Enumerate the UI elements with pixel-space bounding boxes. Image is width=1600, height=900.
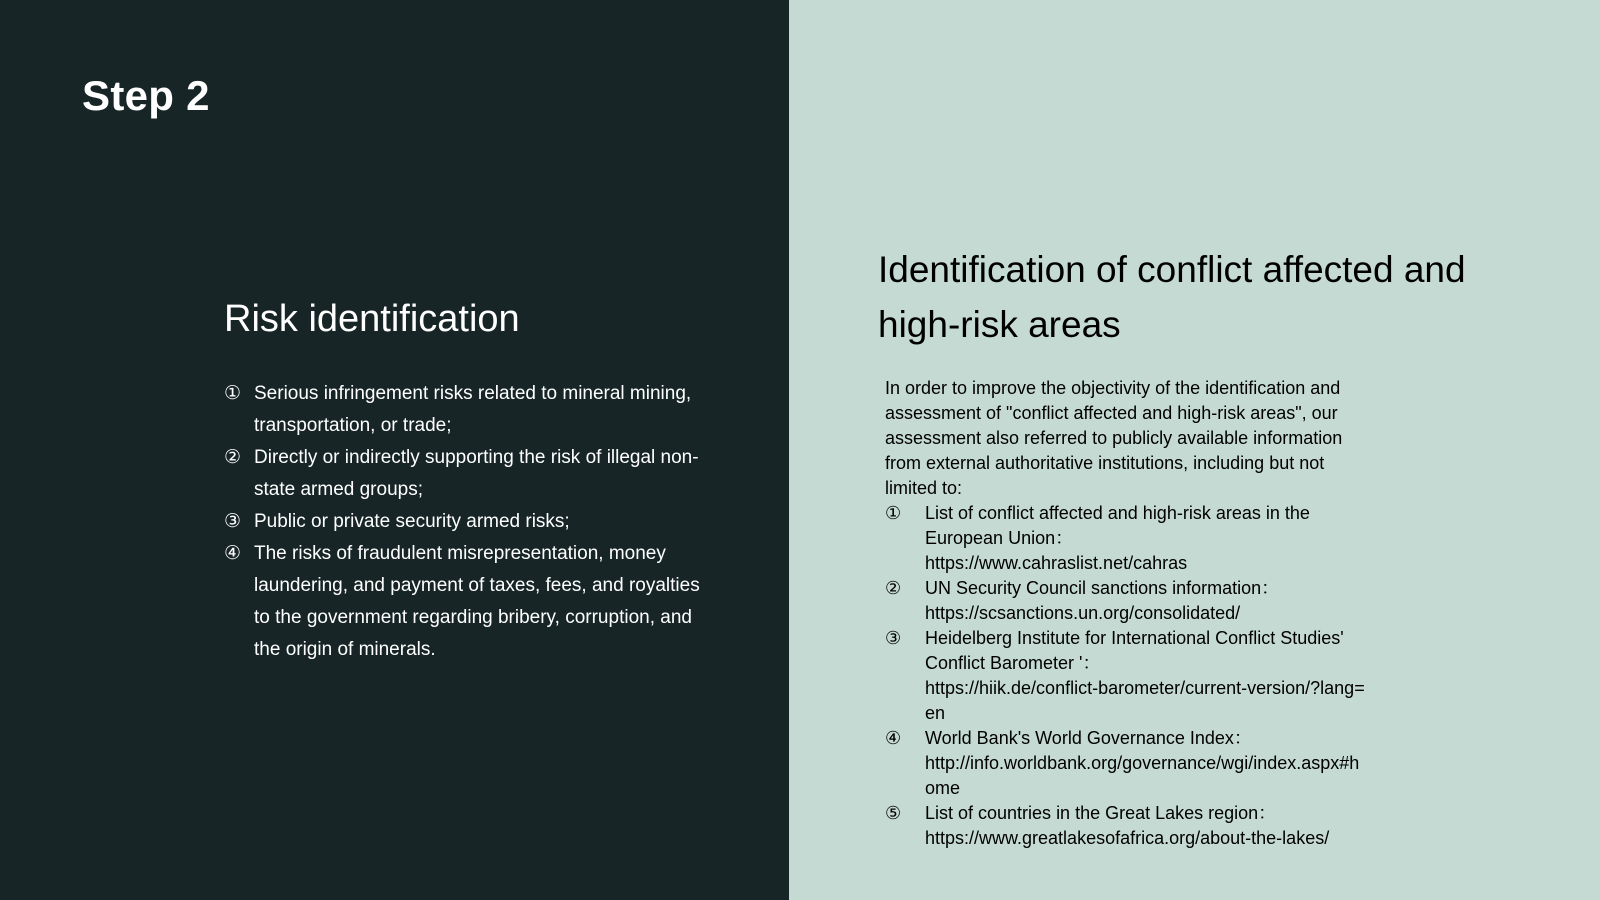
step-title: Step 2 [82, 72, 210, 119]
item-number: ④ [885, 728, 902, 748]
source-url: https://www.cahraslist.net/cahras [925, 553, 1188, 573]
list-item [224, 538, 714, 666]
list-item [885, 576, 1365, 626]
cahra-sources [885, 376, 1365, 851]
item-number: ③ [885, 628, 902, 648]
item-number: ⑤ [885, 803, 902, 823]
item-number: ② [224, 447, 242, 468]
source-label: UN Security Council sanctions information： [925, 578, 1280, 598]
item-text: Serious infringement risks related to mineral mining, transportation, or trade; [254, 383, 692, 436]
list-item [885, 501, 1365, 576]
item-number: ④ [224, 543, 242, 564]
list-item [224, 442, 714, 506]
source-label: List of conflict affected and high-risk areas in the European Union： [925, 503, 1310, 548]
source-label: Heidelberg Institute for International Conflict Studies' Conflict Barometer '： [925, 628, 1344, 673]
list-item [885, 726, 1365, 801]
cahra-identification-heading: Identification of conflict affected and high-risk areas [878, 249, 1466, 345]
item-text: The risks of fraudulent misrepresentation, money laundering, and payment of taxes, fees, and royalties to the government regarding bribery, corruption, and the origin of minerals. [254, 543, 700, 660]
left-panel [0, 0, 789, 900]
list-item [224, 506, 714, 538]
intro-paragraph: In order to improve the objectivity of the identification and assessment of "conflict affected and high-risk areas", our assessment also referred to publicly available information from external authoritative institutions, including but not limited to: [885, 378, 1343, 498]
list-item [885, 801, 1365, 851]
source-label: List of countries in the Great Lakes region： [925, 803, 1277, 823]
list-item [885, 626, 1365, 726]
source-url: https://www.greatlakesofafrica.org/about-the-lakes/ [925, 828, 1330, 848]
item-text: Public or private security armed risks; [254, 511, 570, 532]
item-number: ① [885, 503, 902, 523]
risk-identification-heading: Risk identification [224, 298, 520, 340]
risk-list [224, 378, 714, 666]
source-url: https://scsanctions.un.org/consolidated/ [925, 603, 1241, 623]
source-url: http://info.worldbank.org/governance/wgi/index.aspx#home [925, 753, 1360, 798]
item-number: ② [885, 578, 902, 598]
item-number: ③ [224, 511, 242, 532]
item-text: Directly or indirectly supporting the risk of illegal non-state armed groups; [254, 447, 699, 500]
item-number: ① [224, 383, 242, 404]
list-item [224, 378, 714, 442]
source-list [885, 501, 1365, 851]
source-label: World Bank's World Governance Index： [925, 728, 1252, 748]
source-url: https://hiik.de/conflict-barometer/current-version/?lang=en [925, 678, 1365, 723]
